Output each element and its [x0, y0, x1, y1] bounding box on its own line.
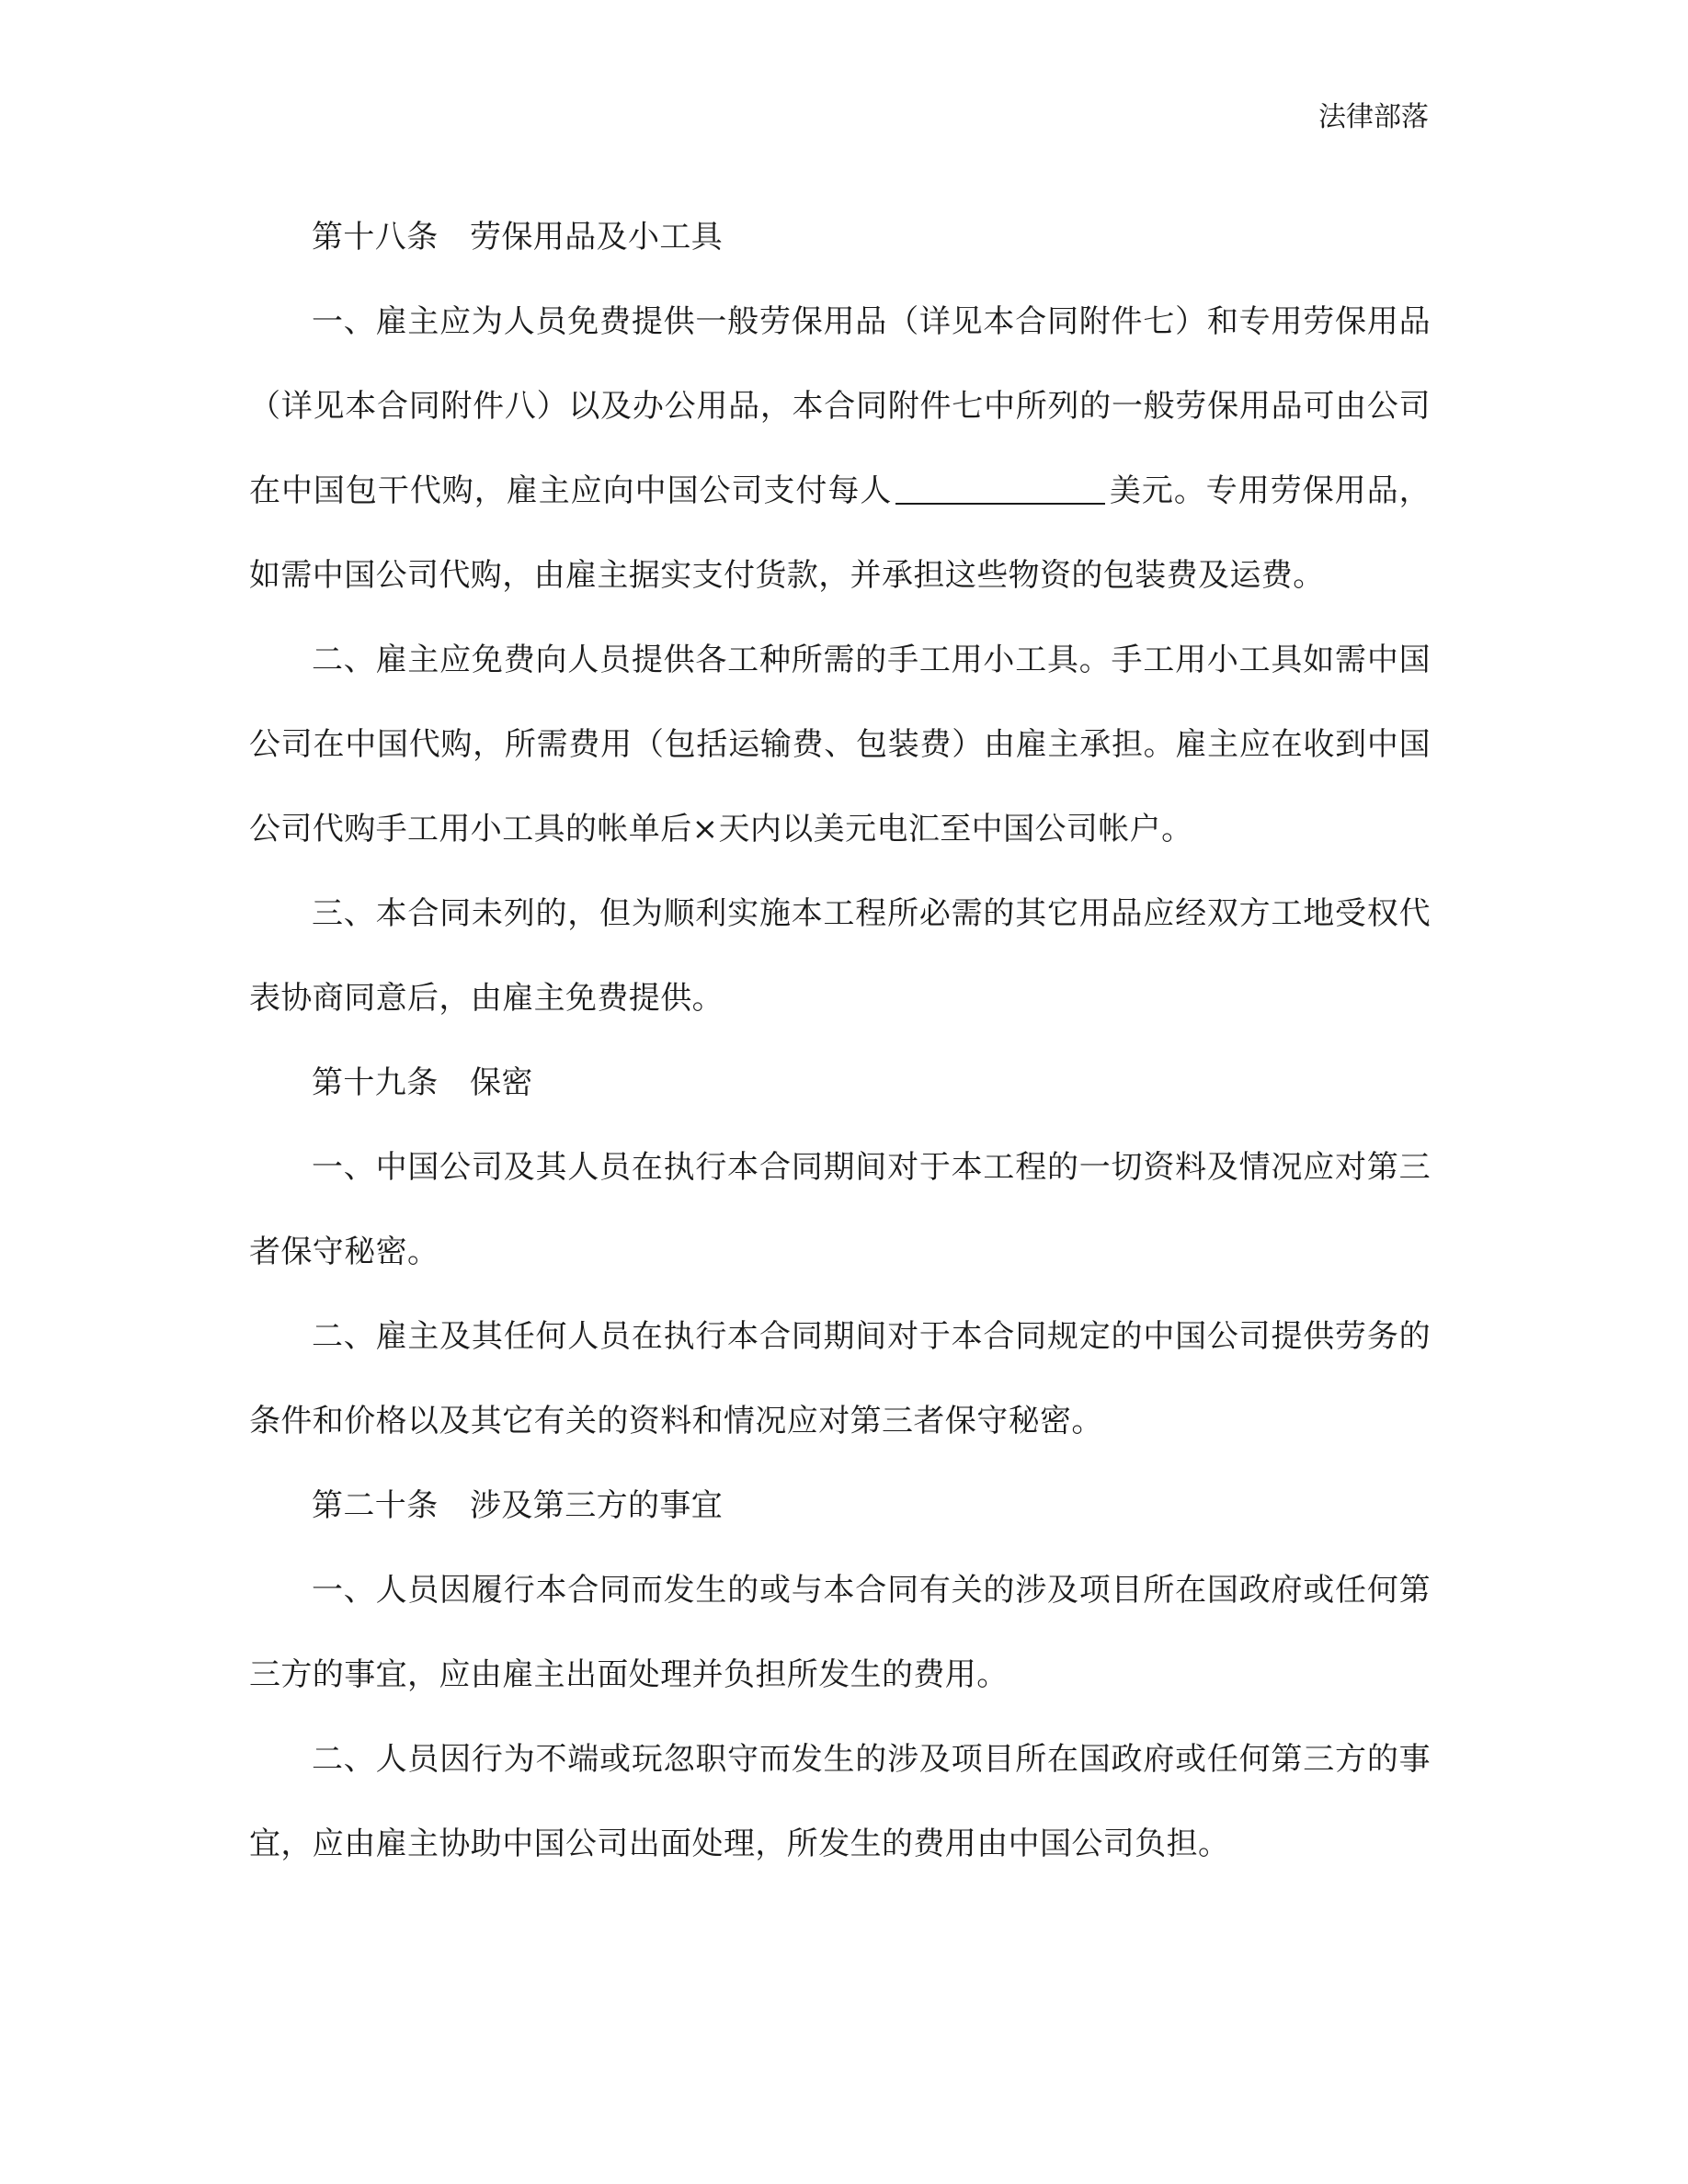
article-20-clause-2: 二、人员因行为不端或玩忽职守而发生的涉及项目所在国政府或任何第三方的事宜，应由雇主协助中国公司出面处理，所发生的费用由中国公司负担。: [249, 1741, 1431, 1862]
article-19-clause-2: 二、雇主及其任何人员在执行本合同期间对于本合同规定的中国公司提供劳务的条件和价格以及其它有关的资料和情况应对第三者保守秘密。: [249, 1318, 1431, 1439]
article-20-title: 第二十条 涉及第三方的事宜: [312, 1487, 724, 1524]
document-body: [249, 195, 1431, 1886]
article-18-clause-2: 二、雇主应免费向人员提供各工种所需的手工用小工具。手工用小工具如需中国公司在中国代购，所需费用（包括运输费、包装费）由雇主承担。雇主应在收到中国公司代购手工用小工具的帐单后×天内以美元电汇至中国公司帐户。: [249, 642, 1431, 847]
article-19-clause-1: 一、中国公司及其人员在执行本合同期间对于本工程的一切资料及情况应对第三者保守秘密。: [249, 1149, 1431, 1270]
article-18-title: 第十八条 劳保用品及小工具: [312, 219, 724, 256]
article-18-clause-3: 三、本合同未列的，但为顺利实施本工程所必需的其它用品应经双方工地受权代表协商同意后，由雇主免费提供。: [249, 895, 1431, 1017]
clause-text-after-blank: 美元。专用劳保用品，如需中国公司代购，由雇主据实支付货款，并承担这些物资的包装费及运费。: [249, 472, 1431, 594]
article-18-clause-1: [249, 279, 1431, 618]
page-header: 法律部落: [1318, 101, 1429, 133]
fill-in-blank: [895, 472, 1105, 505]
clause-text-before-blank: 一、雇主应为人员免费提供一般劳保用品（详见本合同附件七）和专用劳保用品（详见本合同附件八）以及办公用品，本合同附件七中所列的一般劳保用品可由公司在中国包干代购，雇主应向中国公司支付每人: [249, 303, 1431, 509]
article-19-title: 第十九条 保密: [312, 1064, 533, 1101]
article-20-clause-1: 一、人员因履行本合同而发生的或与本合同有关的涉及项目所在国政府或任何第三方的事宜，应由雇主出面处理并负担所发生的费用。: [249, 1572, 1431, 1693]
